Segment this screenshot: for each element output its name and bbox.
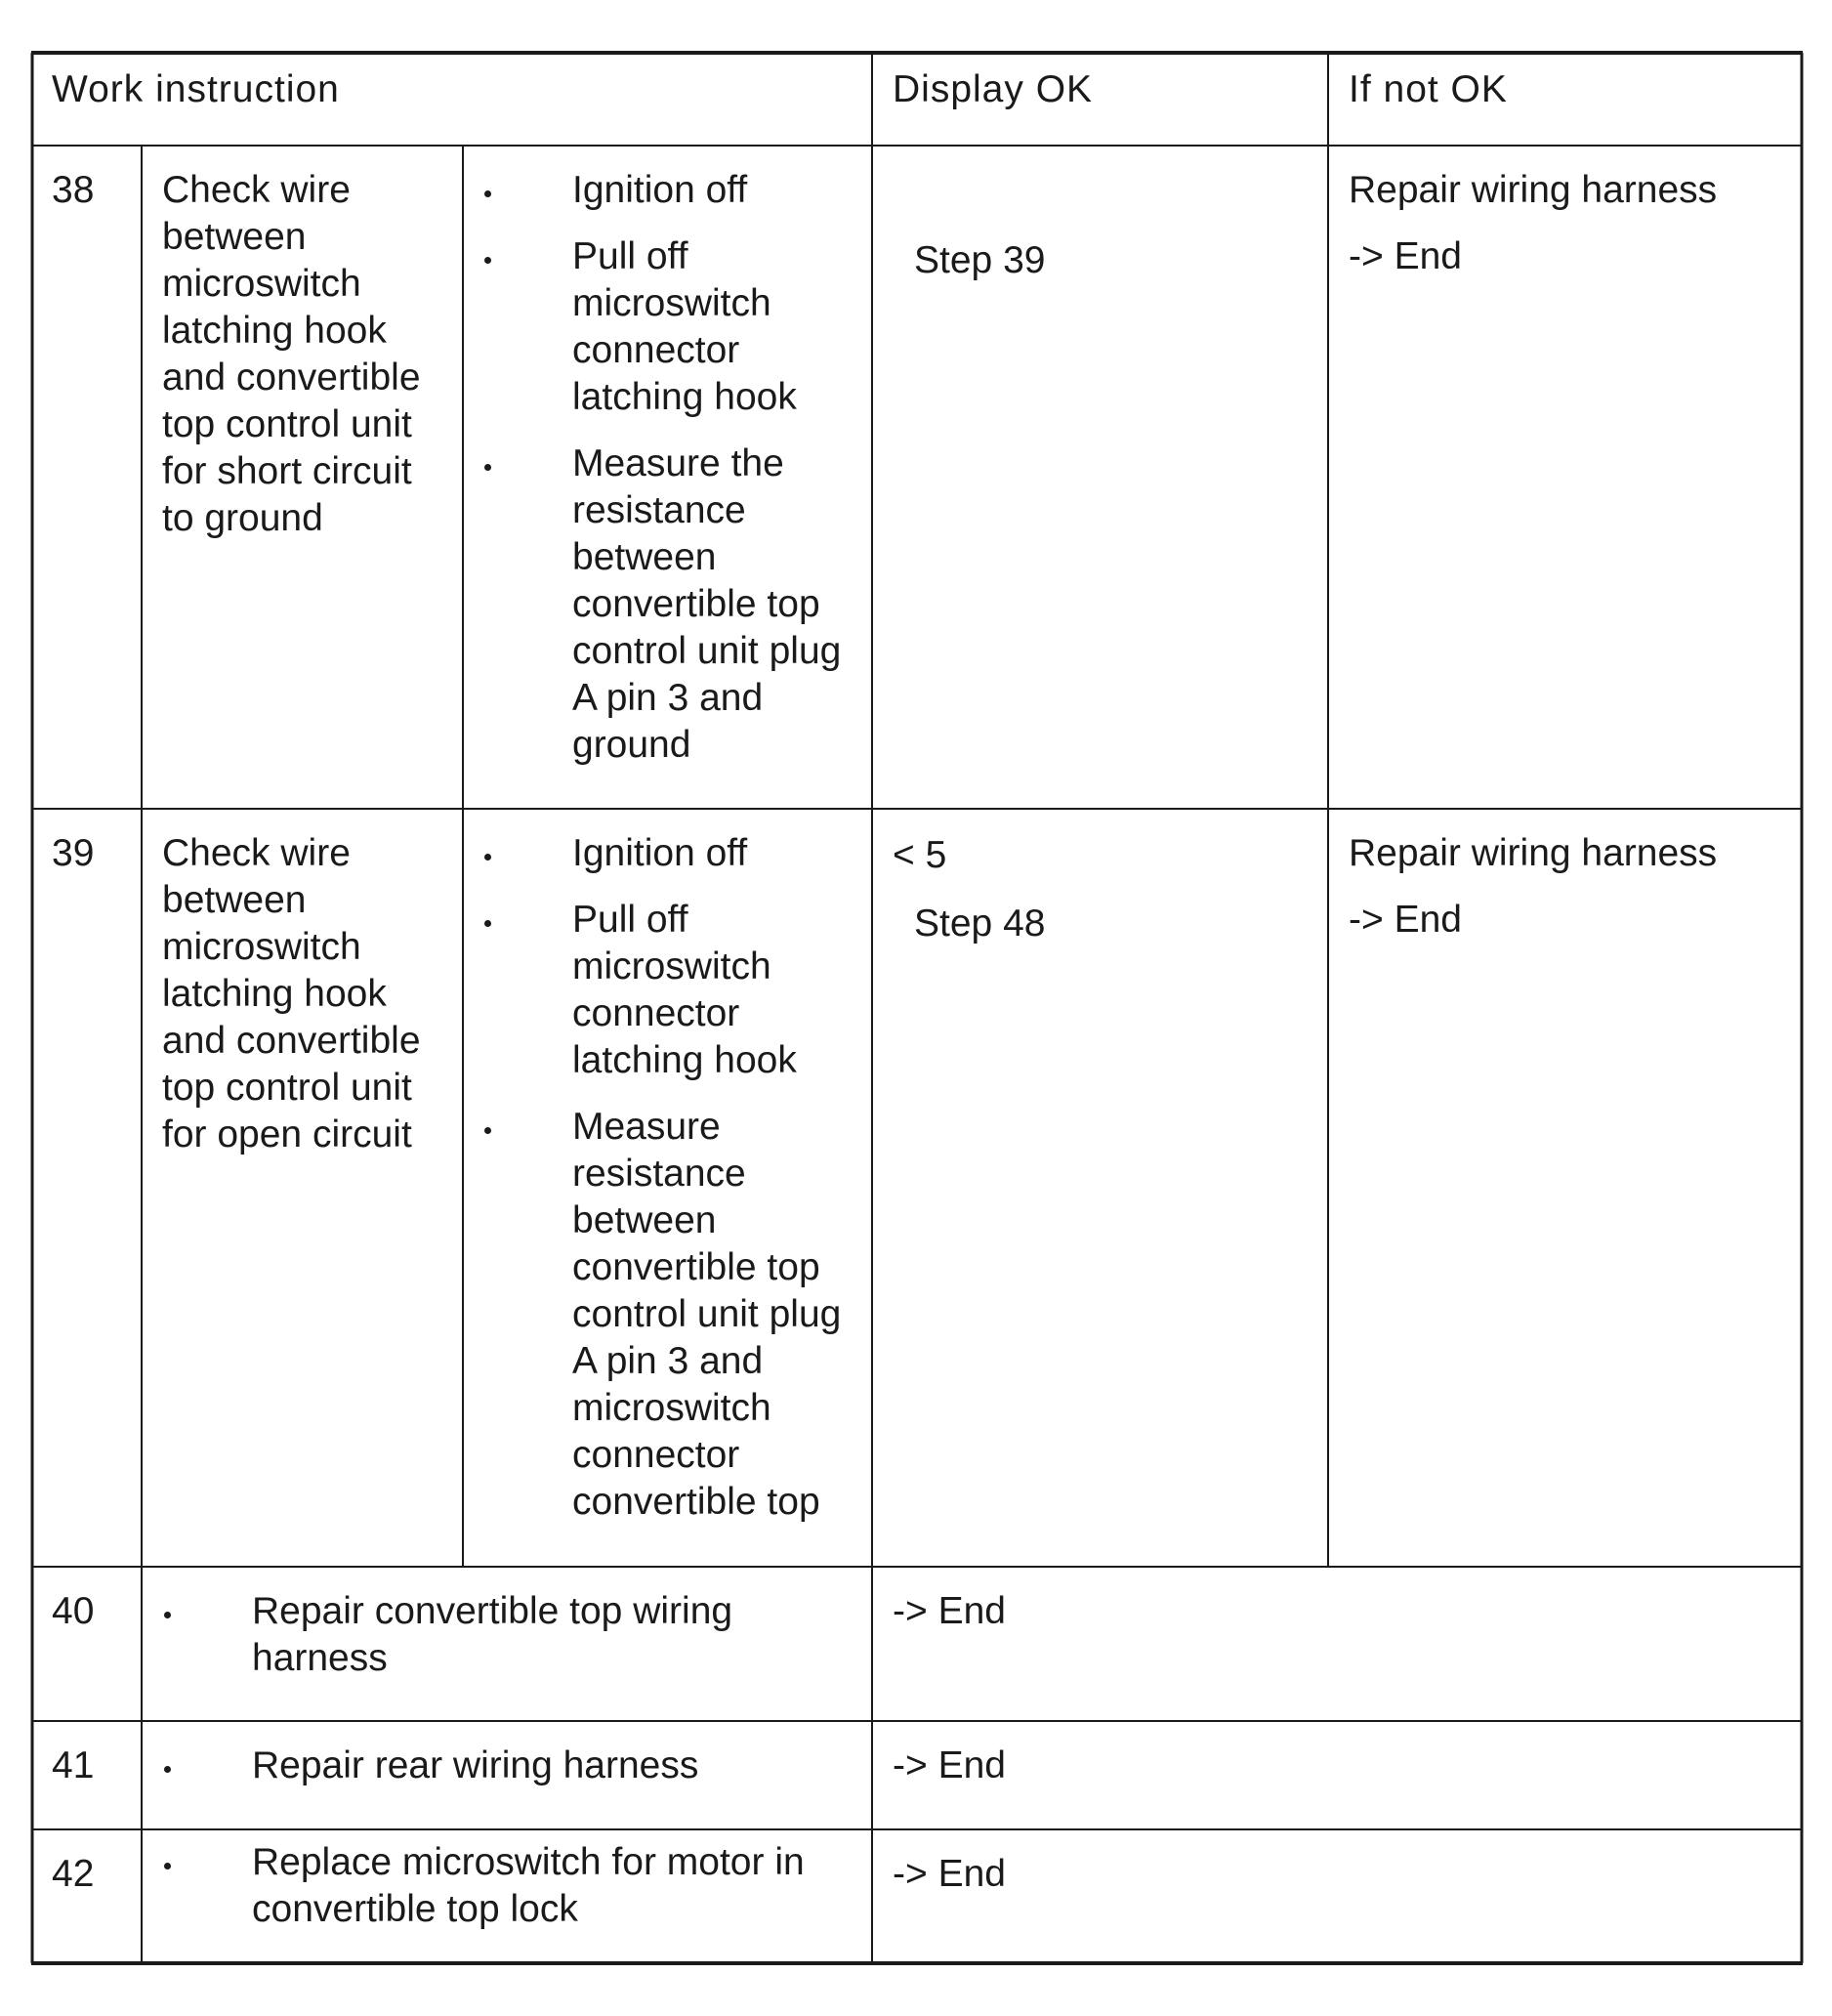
not-ok-action: Repair wiring harness bbox=[1349, 169, 1718, 211]
instruction-item: Pull off microswitch connector latching hook bbox=[572, 899, 797, 1081]
step-number: 42 bbox=[52, 1853, 95, 1895]
result-next: -> End bbox=[893, 1744, 1006, 1786]
display-step: Step 39 bbox=[914, 239, 1046, 281]
instruction-item: Measure resistance between convertible top control unit plug A pin 3 and microswitch connector convertible top bbox=[572, 1106, 842, 1523]
instruction-item: Repair convertible top wiring harness bbox=[252, 1590, 733, 1679]
step-number: 39 bbox=[52, 832, 95, 874]
display-step: Step 48 bbox=[914, 903, 1046, 945]
instruction-item: Ignition off bbox=[572, 169, 748, 211]
bullet-icon bbox=[484, 464, 491, 471]
header-if-not-ok: If not OK bbox=[1349, 68, 1508, 110]
bullet-icon bbox=[484, 920, 491, 927]
result-next: -> End bbox=[893, 1853, 1006, 1895]
check-description: Check wire between microswitch latching hook and convertible top control unit for short circuit to ground bbox=[162, 169, 421, 539]
bullet-icon bbox=[484, 854, 491, 861]
bullet-icon bbox=[164, 1612, 171, 1618]
display-value: < 5 bbox=[893, 834, 947, 876]
not-ok-next: -> End bbox=[1349, 235, 1462, 277]
instruction-item: Replace microswitch for motor in convertible top lock bbox=[252, 1841, 805, 1930]
instruction-item: Repair rear wiring harness bbox=[252, 1744, 699, 1786]
instruction-item: Measure the resistance between convertible top control unit plug A pin 3 and ground bbox=[572, 442, 842, 766]
bullet-icon bbox=[164, 1766, 171, 1773]
step-number: 41 bbox=[52, 1744, 95, 1786]
bullet-icon bbox=[164, 1863, 171, 1869]
bullet-icon bbox=[484, 190, 491, 197]
step-number: 38 bbox=[52, 169, 95, 211]
bullet-icon bbox=[484, 1127, 491, 1134]
header-work-instruction: Work instruction bbox=[52, 68, 340, 110]
instruction-item: Pull off microswitch connector latching hook bbox=[572, 235, 797, 418]
instruction-item: Ignition off bbox=[572, 832, 748, 874]
bullet-icon bbox=[484, 257, 491, 264]
not-ok-next: -> End bbox=[1349, 899, 1462, 941]
not-ok-action: Repair wiring harness bbox=[1349, 832, 1718, 874]
header-display-ok: Display OK bbox=[893, 68, 1094, 110]
step-number: 40 bbox=[52, 1590, 95, 1632]
result-next: -> End bbox=[893, 1590, 1006, 1632]
check-description: Check wire between microswitch latching hook and convertible top control unit for open circuit bbox=[162, 832, 421, 1155]
